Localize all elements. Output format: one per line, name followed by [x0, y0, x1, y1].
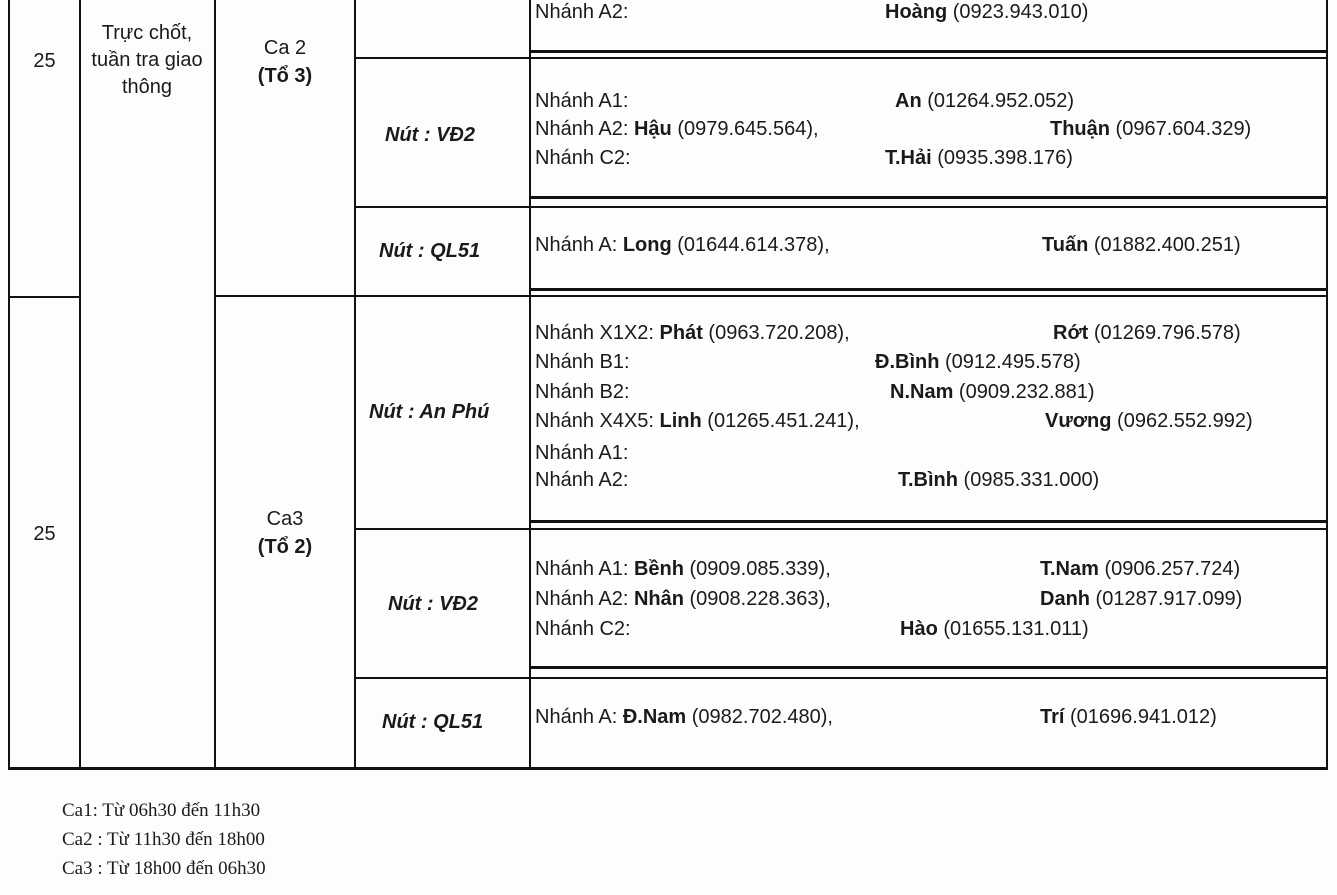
table-bottom-border — [8, 767, 1328, 770]
col-divider-2 — [214, 0, 216, 770]
col-divider-1 — [79, 0, 81, 770]
phone-2: (01882.400.251) — [1088, 234, 1241, 256]
shift-cell: Ca3 — [266, 508, 304, 530]
branch-line — [535, 350, 1315, 374]
officer-2: Rớt — [1053, 322, 1089, 344]
branch-line — [535, 705, 1315, 729]
officer-2: Tuấn — [1042, 234, 1089, 256]
team-cell: (Tổ 2) — [257, 536, 313, 558]
node-name: Nút : VĐ2 — [385, 124, 475, 146]
officer-1: Nhân — [633, 588, 684, 610]
officer-2: T.Bình — [898, 469, 958, 491]
officer-2: An — [895, 90, 922, 112]
row-divider-node-2 — [354, 206, 1328, 208]
phone-2: (0912.495.578) — [939, 351, 1081, 373]
phone-1: (0982.702.480), — [686, 706, 833, 728]
phone-2: (01696.941.012) — [1064, 706, 1217, 728]
branch-label: Nhánh A2: — [535, 118, 634, 140]
officer-1: Long — [622, 234, 672, 256]
phone-2: (0923.943.010) — [947, 1, 1089, 23]
officer-2: T.Nam — [1040, 558, 1099, 580]
phone-2: (01269.796.578) — [1088, 322, 1241, 344]
team-cell: (Tổ 3) — [257, 65, 313, 87]
phone-2: (0962.552.992) — [1111, 410, 1253, 432]
phone-2: (0985.331.000) — [958, 469, 1100, 491]
officer-2: Đ.Bình — [875, 351, 940, 373]
row-divider-shift — [214, 295, 1328, 297]
branch-label: Nhánh A2: — [535, 588, 634, 610]
node-name: Nút : QL51 — [379, 240, 481, 262]
officer-1: Hậu — [633, 118, 672, 140]
phone-1: (01644.614.378), — [671, 234, 830, 256]
node-name: Nút : VĐ2 — [388, 593, 478, 615]
shift-cell: Ca 2 — [263, 37, 307, 59]
phone-2: (0909.232.881) — [953, 381, 1095, 403]
row-divider-day — [8, 296, 81, 298]
branch-rule-3 — [529, 288, 1328, 291]
phone-2: (0935.398.176) — [931, 147, 1073, 169]
branch-line — [535, 89, 1315, 113]
legend-ca2: Ca2 : Từ 11h30 đến 18h00 — [62, 829, 265, 850]
branch-rule-5 — [529, 666, 1328, 669]
branch-line — [535, 380, 1315, 404]
table-left-border — [8, 0, 10, 770]
row-divider-node-3 — [354, 528, 1328, 530]
node-name: Nút : QL51 — [382, 711, 484, 733]
officer-2: Danh — [1040, 588, 1090, 610]
col-divider-3 — [354, 0, 356, 770]
phone-1: (01265.451.241), — [701, 410, 860, 432]
branch-label: Nhánh A1: — [535, 558, 634, 580]
officer-1: Linh — [659, 410, 702, 432]
branch-label: Nhánh A: — [535, 706, 623, 728]
branch-label: Nhánh B1: — [535, 351, 630, 373]
day-cell: 25 — [33, 50, 56, 72]
branch-label: Nhánh A1: — [535, 90, 629, 112]
branch-rule-1 — [529, 50, 1328, 53]
officer-1: Bềnh — [633, 558, 684, 580]
branch-line — [535, 587, 1315, 611]
phone-1: (0908.228.363), — [683, 588, 831, 610]
branch-label: Nhánh A2: — [535, 1, 629, 23]
officer-2: T.Hải — [885, 147, 932, 169]
col-divider-4 — [529, 0, 531, 770]
branch-label: Nhánh A2: — [535, 469, 629, 491]
branch-line — [535, 117, 1315, 141]
branch-label: Nhánh C2: — [535, 618, 631, 640]
branch-label: Nhánh A: — [535, 234, 623, 256]
branch-rule-2 — [529, 196, 1328, 199]
legend-ca3: Ca3 : Từ 18h00 đến 06h30 — [62, 858, 266, 879]
officer-2: Trí — [1040, 706, 1065, 728]
branch-line — [535, 441, 1315, 465]
phone-1: (0979.645.564), — [671, 118, 819, 140]
phone-2: (0967.604.329) — [1110, 118, 1252, 140]
row-divider-node-4 — [354, 677, 1328, 679]
officer-2: Hoàng — [885, 1, 948, 23]
branch-line — [535, 233, 1315, 257]
officer-2: N.Nam — [890, 381, 954, 403]
branch-label: Nhánh C2: — [535, 147, 631, 169]
phone-2: (01287.917.099) — [1090, 588, 1243, 610]
branch-label: Nhánh X1X2: — [535, 322, 660, 344]
phone-1: (0909.085.339), — [683, 558, 831, 580]
branch-line — [535, 468, 1315, 492]
officer-1: Đ.Nam — [622, 706, 687, 728]
branch-line — [535, 321, 1315, 345]
branch-line — [535, 146, 1315, 170]
row-divider-node-1 — [354, 57, 1328, 59]
officer-2: Thuận — [1050, 118, 1110, 140]
branch-line — [535, 0, 1315, 24]
node-name: Nút : An Phú — [369, 401, 490, 423]
officer-2: Hào — [900, 618, 938, 640]
branch-line — [535, 557, 1315, 581]
day-cell: 25 — [33, 523, 56, 545]
branch-label: Nhánh X4X5: — [535, 410, 660, 432]
table-right-border — [1326, 0, 1328, 770]
officer-1: Phát — [659, 322, 703, 344]
branch-label: Nhánh B2: — [535, 381, 630, 403]
phone-2: (01264.952.052) — [921, 90, 1075, 112]
branch-label: Nhánh A1: — [535, 442, 629, 464]
legend-ca1: Ca1: Từ 06h30 đến 11h30 — [62, 800, 261, 821]
branch-line — [535, 617, 1315, 641]
phone-1: (0963.720.208), — [702, 322, 850, 344]
phone-2: (0906.257.724) — [1098, 558, 1241, 580]
branch-rule-4 — [529, 520, 1328, 523]
officer-2: Vương — [1045, 410, 1112, 432]
branch-line — [535, 409, 1315, 433]
phone-2: (01655.131.011) — [937, 618, 1089, 640]
duty-cell: Trực chốt, tuần tra giao thông — [91, 22, 203, 98]
